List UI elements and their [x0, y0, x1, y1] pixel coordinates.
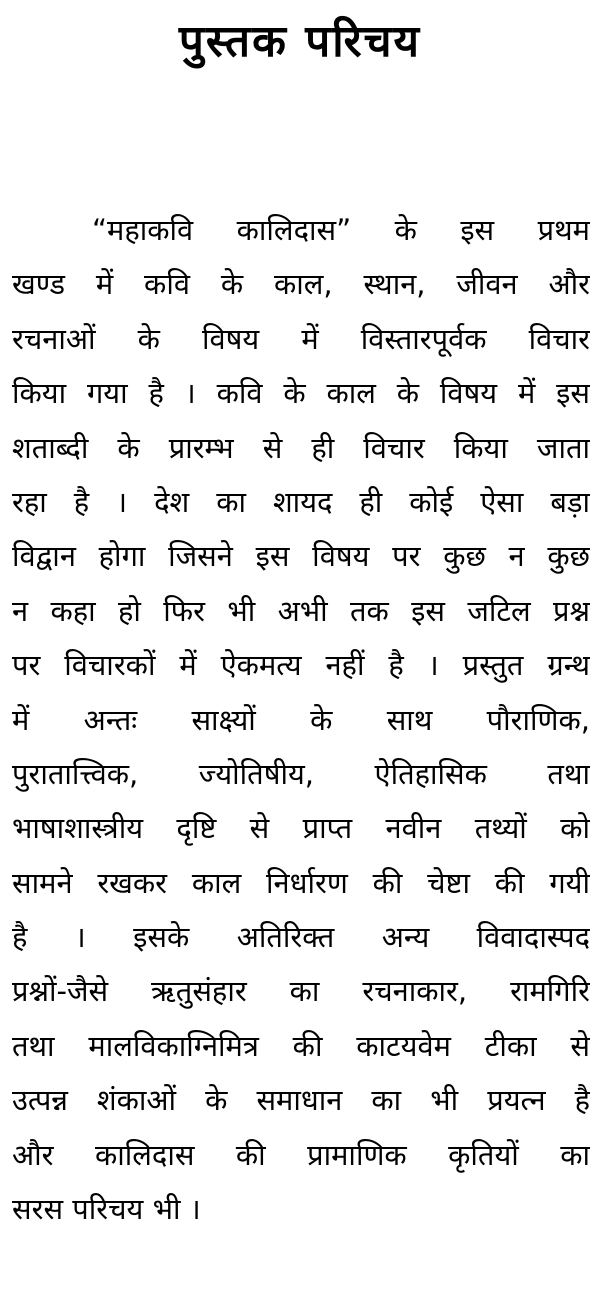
text-line: पुरातात्त्विक, ज्योतिषीय, ऐतिहासिक तथा	[12, 756, 590, 791]
text-line: शताब्दी के प्रारम्भ से ही विचार किया जाता	[12, 430, 590, 465]
text-line: सरस परिचय भी ।	[12, 1192, 201, 1227]
text-line: रचनाओं के विषय में विस्तारपूर्वक विचार	[12, 321, 590, 356]
text-line: भाषाशास्त्रीय दृष्टि से प्राप्त नवीन तथ्यों को	[12, 811, 590, 846]
text-line: तथा मालविकाग्निमित्र की काटयवेम टीका से	[12, 1028, 590, 1063]
text-line: प्रश्नों-जैसे ऋतुसंहार का रचनाकार, रामगिरि	[12, 974, 590, 1009]
text-line: पर विचारकों में ऐकमत्य नहीं है । प्रस्तुत ग्रन्थ	[12, 648, 590, 683]
text-line: सामने रखकर काल निर्धारण की चेष्टा की गयी	[12, 865, 590, 900]
text-line: रहा है । देश का शायद ही कोई ऐसा बड़ा	[12, 484, 590, 519]
text-line: और कालिदास की प्रामाणिक कृतियों का	[12, 1137, 590, 1172]
introduction-paragraph	[12, 203, 590, 1236]
text-line: “महाकवि कालिदास” के इस प्रथम	[92, 213, 590, 247]
text-line: में अन्तः साक्ष्यों के साथ पौराणिक,	[12, 702, 590, 737]
page-title: पुस्तक परिचय	[178, 16, 422, 67]
text-line: किया गया है । कवि के काल के विषय में इस	[12, 376, 590, 411]
text-line: उत्पन्न शंकाओं के समाधान का भी प्रयत्न है	[12, 1083, 590, 1118]
text-line: विद्वान होगा जिसने इस विषय पर कुछ न कुछ	[12, 539, 590, 574]
text-line: है । इसके अतिरिक्त अन्य विवादास्पद	[12, 920, 590, 955]
text-line: खण्ड में कवि के काल, स्थान, जीवन और	[12, 267, 590, 302]
text-line: न कहा हो फिर भी अभी तक इस जटिल प्रश्न	[12, 593, 590, 628]
